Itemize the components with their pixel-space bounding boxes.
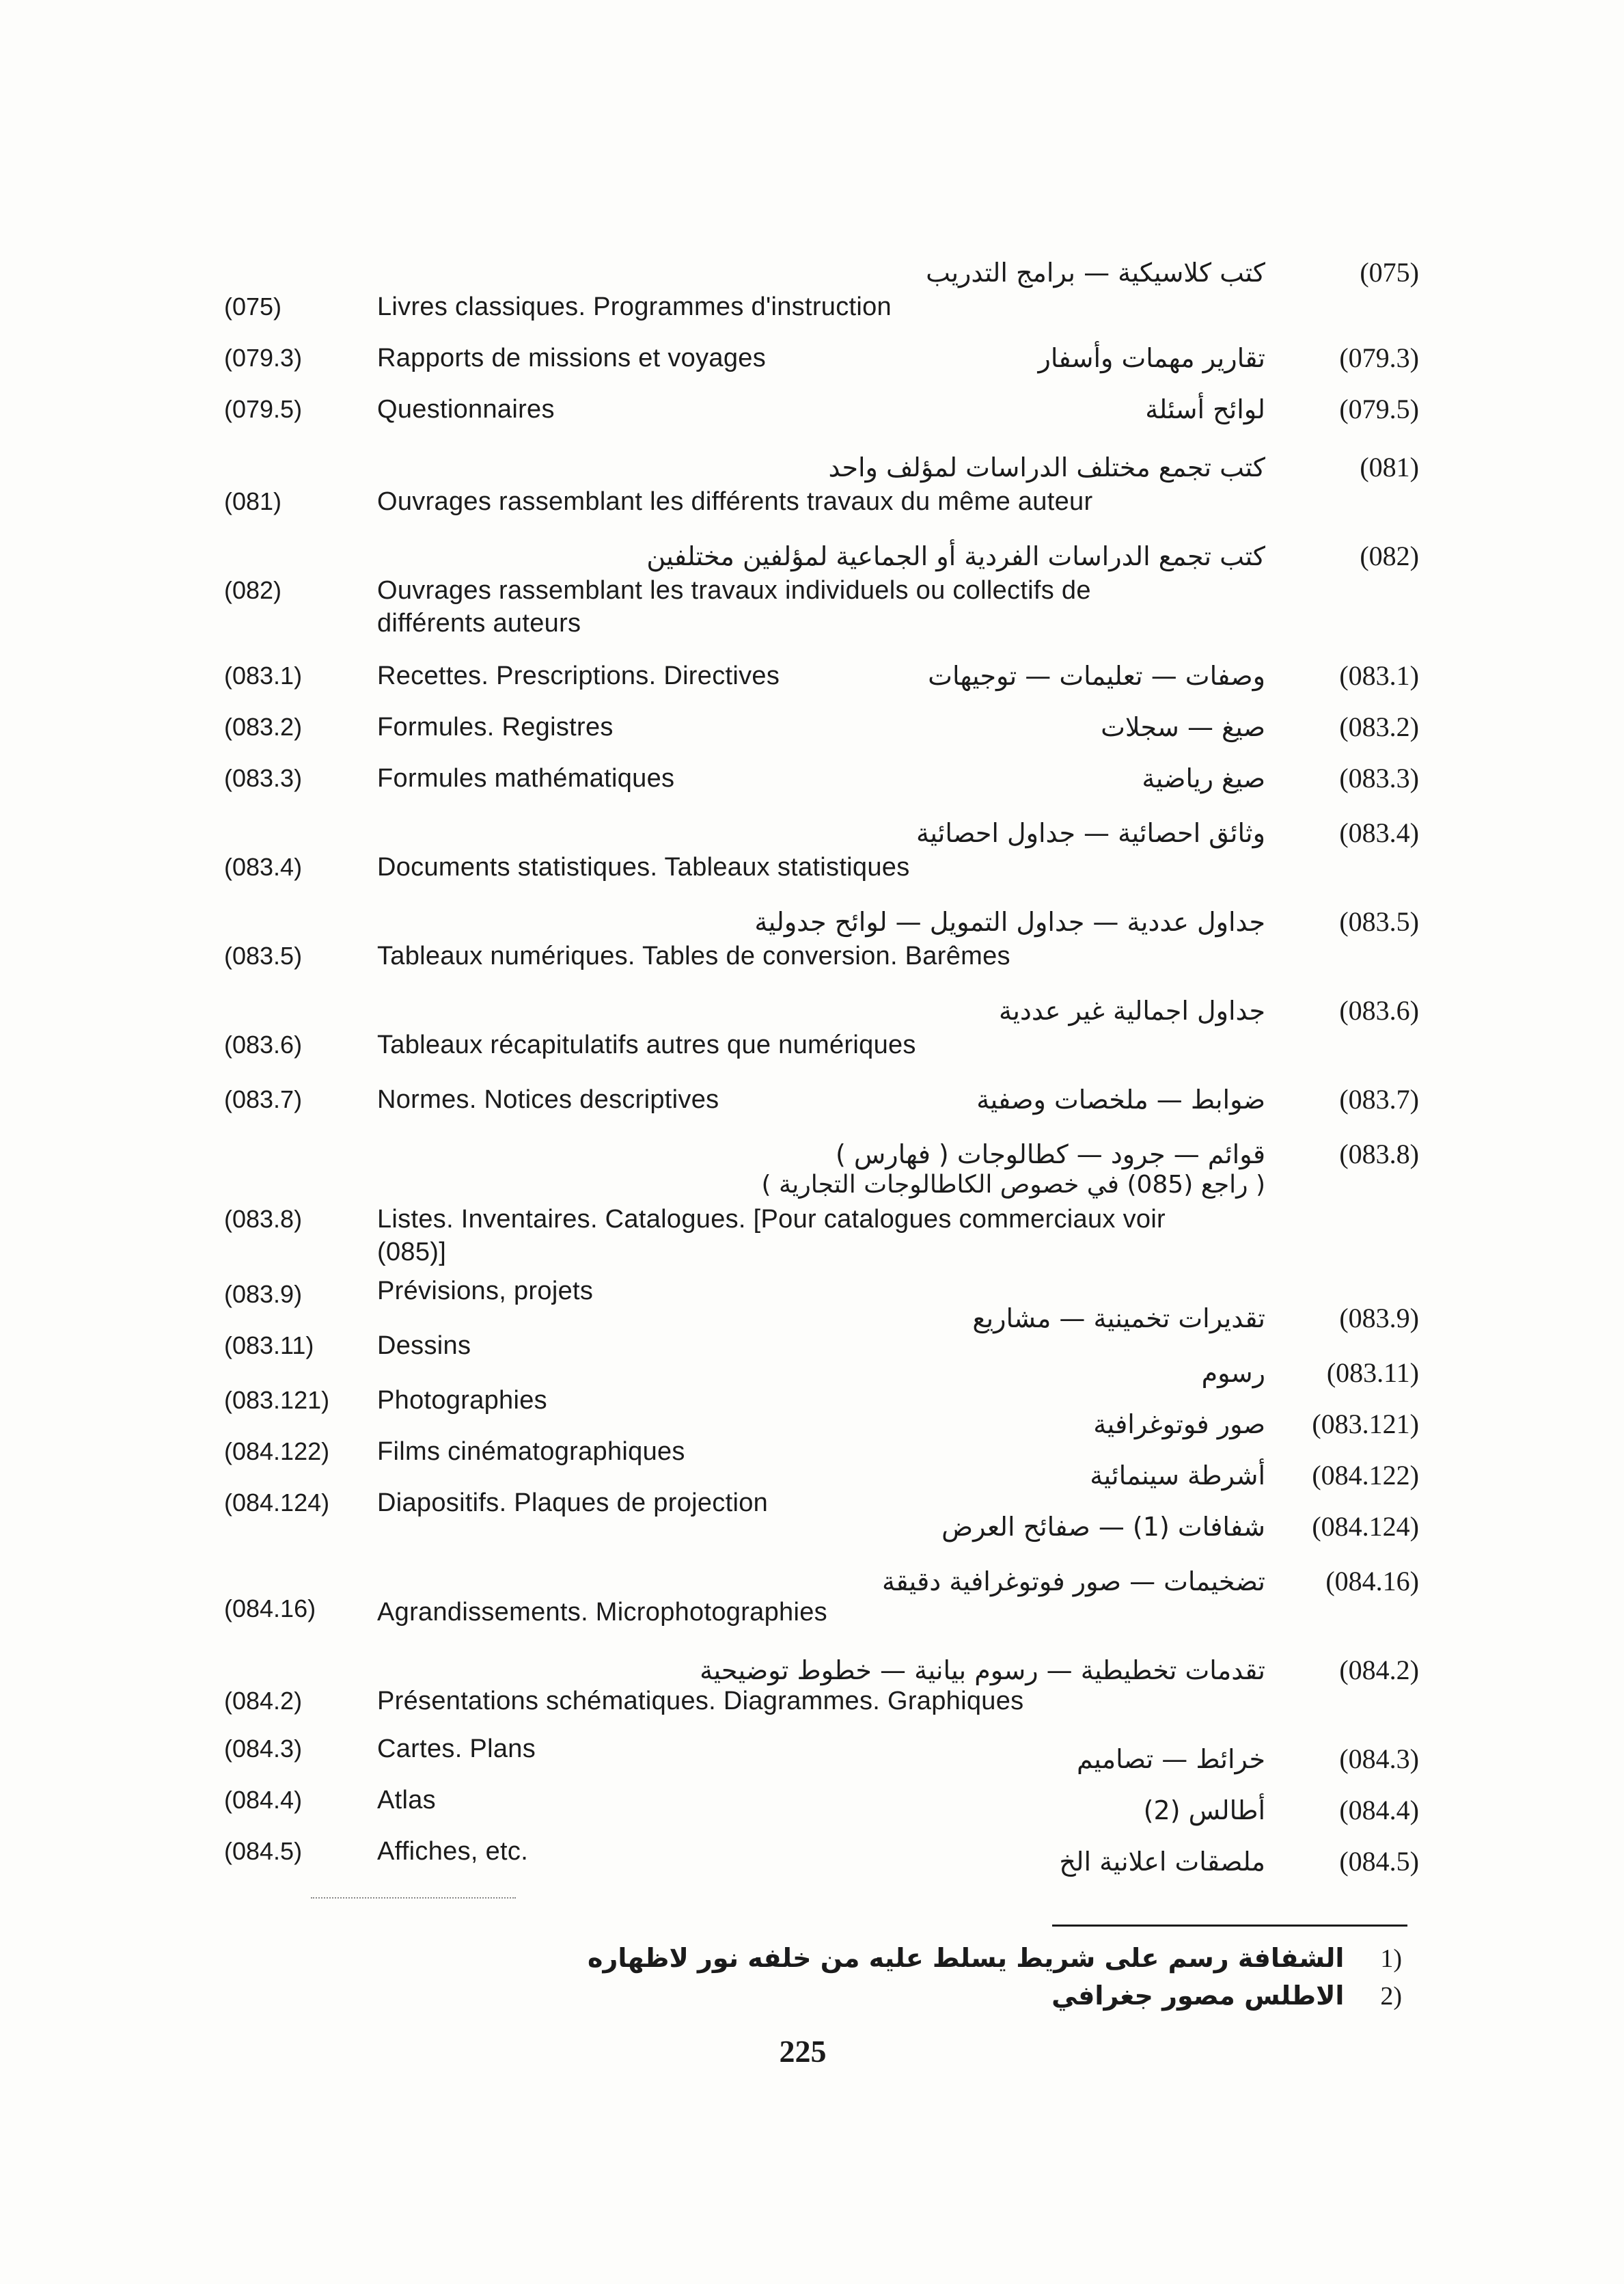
arabic-heading: تقدمات تخطيطية — رسوم بيانية — خطوط توضيحية — [700, 1655, 1265, 1685]
footnote — [377, 1941, 1402, 1976]
footnote-text: الشفافة رسم على شريط يسلط عليه من خلفه نور لاظهاره — [588, 1943, 1345, 1973]
french-heading: Tableaux récapitulatifs autres que numériques — [377, 1031, 916, 1059]
arabic-code: (081) — [1360, 452, 1419, 482]
french-code: (083.8) — [224, 1205, 303, 1233]
arabic-code: (083.121) — [1312, 1409, 1419, 1439]
arabic-heading: رسوم — [1201, 1358, 1265, 1388]
arabic-code: (083.6) — [1339, 995, 1419, 1026]
french-code: (084.124) — [224, 1488, 330, 1517]
french-heading: Agrandissements. Microphotographies — [377, 1598, 827, 1627]
french-heading: Photographies — [377, 1386, 547, 1415]
french-heading: Prévisions, projets — [377, 1277, 594, 1305]
french-heading: Atlas — [377, 1786, 436, 1814]
french-heading: Recettes. Prescriptions. Directives — [377, 662, 780, 690]
french-heading: Diapositifs. Plaques de projection — [377, 1488, 769, 1517]
arabic-heading: وثائق احصائية — جداول احصائية — [916, 818, 1265, 848]
french-heading: Questionnaires — [377, 395, 555, 424]
french-code: (084.2) — [224, 1687, 303, 1715]
arabic-heading: أشرطة سينمائية — [1090, 1460, 1265, 1491]
arabic-code: (083.4) — [1339, 817, 1419, 848]
french-heading: Cartes. Plans — [377, 1735, 536, 1763]
french-heading: Films cinématographiques — [377, 1437, 685, 1466]
arabic-code: (084.3) — [1339, 1743, 1419, 1774]
arabic-code: (083.9) — [1339, 1303, 1419, 1333]
arabic-heading: جداول اجمالية غير عددية — [998, 996, 1265, 1026]
french-heading: Tableaux numériques. Tables de conversion. Barêmes — [377, 942, 1010, 970]
arabic-heading: كتب كلاسيكية — برامج التدريب — [926, 258, 1265, 288]
footnote-rule — [1052, 1925, 1407, 1927]
footnote-number: (1 — [1380, 1944, 1402, 1973]
arabic-code: (084.4) — [1339, 1795, 1419, 1825]
arabic-code: (083.1) — [1339, 660, 1419, 691]
french-code: (075) — [224, 293, 282, 321]
arabic-code: (075) — [1360, 257, 1419, 288]
arabic-heading: صور فوتوغرافية — [1093, 1409, 1265, 1439]
arabic-heading: تقارير مهمات وأسفار — [1038, 343, 1265, 373]
french-heading: Dessins — [377, 1331, 471, 1360]
french-code: (084.5) — [224, 1837, 303, 1865]
french-code: (079.3) — [224, 344, 303, 372]
french-code: (083.7) — [224, 1085, 303, 1113]
arabic-code: (082) — [1360, 541, 1419, 571]
french-heading: Listes. Inventaires. Catalogues. [Pour catalogues commerciaux voir (085)] — [377, 1205, 1166, 1266]
arabic-code: (084.2) — [1339, 1655, 1419, 1685]
french-code: (083.6) — [224, 1031, 303, 1059]
french-code: (084.4) — [224, 1786, 303, 1814]
french-heading: Formules. Registres — [377, 713, 614, 742]
arabic-heading: أطالس (2) — [1143, 1795, 1265, 1825]
french-heading: Ouvrages rassemblant les travaux individuels ou collectifs de différents auteurs — [377, 576, 1091, 638]
french-heading: Rapports de missions et voyages — [377, 344, 767, 372]
footnote-text: الاطلس مصور جغرافي — [1051, 1981, 1345, 2011]
french-code: (084.3) — [224, 1735, 303, 1763]
arabic-note: ( راجع (085) في خصوص الكاطالوجات التجارية ) — [761, 1171, 1265, 1199]
french-code: (083.121) — [224, 1386, 330, 1414]
arabic-code: (083.8) — [1339, 1139, 1419, 1169]
arabic-heading: تضخيمات — صور فوتوغرافية دقيقة — [882, 1566, 1265, 1596]
french-heading: Livres classiques. Programmes d'instruction — [377, 293, 892, 321]
arabic-code: (084.122) — [1312, 1460, 1419, 1491]
arabic-heading: ضوابط — ملخصات وصفية — [976, 1085, 1265, 1115]
french-code: (083.1) — [224, 662, 303, 690]
dotted-separator — [311, 1897, 516, 1899]
french-code: (083.9) — [224, 1280, 303, 1308]
french-heading: Ouvrages rassemblant les différents travaux du même auteur — [377, 487, 1093, 516]
arabic-code: (079.5) — [1339, 394, 1419, 424]
arabic-heading: جداول عددية — جداول التمويل — لوائح جدولية — [754, 907, 1265, 937]
page-number: 225 — [779, 2034, 827, 2069]
arabic-code: (084.16) — [1325, 1566, 1419, 1596]
french-code: (083.3) — [224, 764, 303, 792]
arabic-heading: تقديرات تخمينية — مشاريع — [972, 1303, 1265, 1333]
french-heading: Documents statistiques. Tableaux statistiques — [377, 853, 910, 882]
arabic-heading: ملصقات اعلانية الخ — [1059, 1847, 1265, 1877]
french-code: (083.11) — [224, 1331, 314, 1359]
french-code: (083.2) — [224, 713, 303, 741]
french-heading: Affiches, etc. — [377, 1837, 529, 1866]
arabic-heading: كتب تجمع مختلف الدراسات لمؤلف واحد — [828, 452, 1265, 482]
arabic-code: (079.3) — [1339, 342, 1419, 373]
footnote — [377, 1979, 1402, 2013]
arabic-heading: شفافات (1) — صفائح العرض — [941, 1512, 1265, 1542]
arabic-heading: صيغ رياضية — [1142, 763, 1265, 793]
arabic-code: (083.7) — [1339, 1084, 1419, 1115]
french-code: (081) — [224, 487, 282, 515]
french-heading: Présentations schématiques. Diagrammes. Graphiques — [377, 1687, 1024, 1715]
french-code: (084.122) — [224, 1437, 330, 1465]
arabic-code: (083.5) — [1339, 906, 1419, 937]
arabic-heading: وصفات — تعليمات — توجيهات — [928, 661, 1265, 691]
french-code: (079.5) — [224, 395, 303, 423]
french-code: (083.4) — [224, 853, 303, 881]
arabic-heading: قوائم — جرود — كطالوجات ( فهارس ) — [835, 1139, 1265, 1169]
french-code: (083.5) — [224, 942, 303, 970]
arabic-code: (083.3) — [1339, 763, 1419, 793]
arabic-heading: صيغ — سجلات — [1101, 712, 1265, 742]
french-heading: Normes. Notices descriptives — [377, 1085, 719, 1114]
french-code: (082) — [224, 576, 282, 604]
arabic-heading: لوائح أسئلة — [1145, 394, 1265, 424]
arabic-code: (084.5) — [1339, 1846, 1419, 1877]
arabic-code: (083.11) — [1326, 1357, 1419, 1388]
arabic-heading: كتب تجمع الدراسات الفردية أو الجماعية لمؤلفين مختلفين — [646, 541, 1265, 571]
arabic-code: (084.124) — [1312, 1511, 1419, 1542]
french-code: (084.16) — [224, 1594, 316, 1622]
footnote-number: (2 — [1380, 1982, 1402, 2011]
french-heading: Formules mathématiques — [377, 764, 675, 793]
arabic-heading: خرائط — تصاميم — [1076, 1744, 1265, 1774]
arabic-code: (083.2) — [1339, 711, 1419, 742]
